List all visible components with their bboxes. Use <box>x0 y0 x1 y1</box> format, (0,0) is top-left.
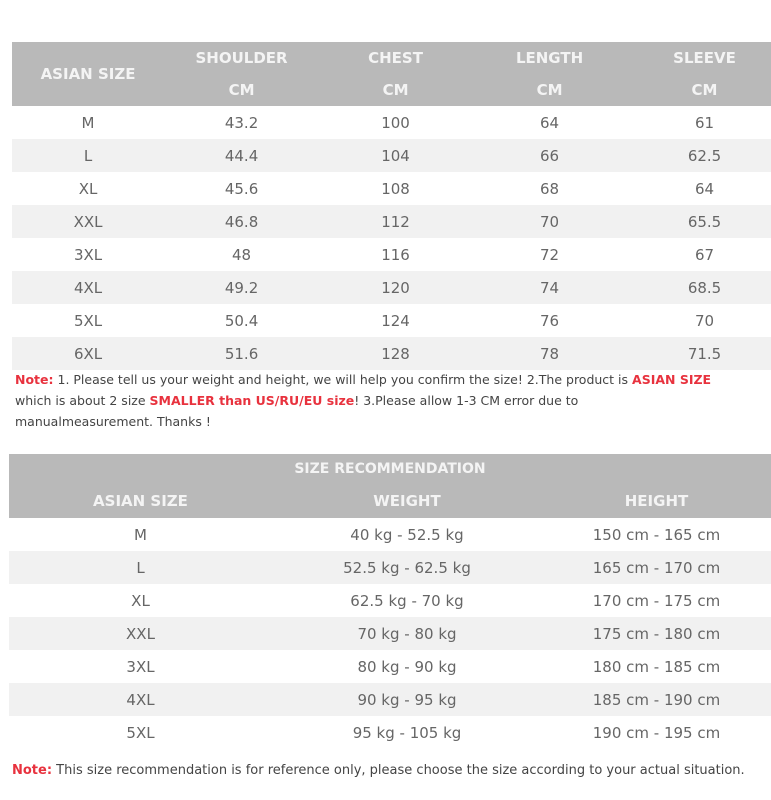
cell-size: M <box>81 113 95 132</box>
cell-sleeve: 67 <box>694 245 715 264</box>
cell-size: 5XL <box>126 723 155 742</box>
table-row <box>9 518 771 551</box>
table-row <box>9 650 771 683</box>
cell-height: 180 cm - 185 cm <box>592 657 721 676</box>
table-row <box>12 304 771 337</box>
table-row <box>9 584 771 617</box>
cell-length: 72 <box>540 245 560 264</box>
cell-length: 68 <box>540 179 560 198</box>
table-row <box>9 683 771 716</box>
table-row <box>12 172 771 205</box>
recommendation-header <box>9 484 771 518</box>
cell-height: 165 cm - 170 cm <box>592 558 721 577</box>
cell-size: XL <box>131 591 150 610</box>
cell-shoulder: 48 <box>232 245 252 264</box>
cell-length: 64 <box>540 113 560 132</box>
table-row <box>12 271 771 304</box>
table-row <box>12 139 771 172</box>
header-chest: CHEST CM <box>368 49 423 99</box>
cell-height: 190 cm - 195 cm <box>592 723 721 742</box>
cell-weight: 52.5 kg - 62.5 kg <box>343 558 471 577</box>
table-row <box>12 106 771 139</box>
recommendation-table-body <box>9 518 771 749</box>
cell-shoulder: 51.6 <box>224 344 259 363</box>
cell-size: 4XL <box>126 690 155 709</box>
cell-shoulder: 49.2 <box>224 278 259 297</box>
cell-length: 74 <box>540 278 560 297</box>
note-measurement: Note: 1. Please tell us your weight and height, we will help you confirm the size! 2.The product is ASIAN SIZE which is about 2 size SMALLER than US/RU/EU size! 3.Please allow 1-3 CM error due to manualmeasurement. Thanks ! <box>15 372 712 429</box>
header-asian-size: ASIAN SIZE <box>93 492 188 510</box>
cell-sleeve: 64 <box>694 179 715 198</box>
header-shoulder: SHOULDER CM <box>195 49 288 99</box>
cell-length: 78 <box>540 344 560 363</box>
cell-shoulder: 43.2 <box>224 113 259 132</box>
table-row <box>9 617 771 650</box>
cell-sleeve: 62.5 <box>687 146 722 165</box>
cell-size: 5XL <box>73 311 103 330</box>
cell-size: 4XL <box>73 278 103 297</box>
cell-size: 3XL <box>73 245 103 264</box>
cell-length: 66 <box>540 146 560 165</box>
cell-size: L <box>83 146 93 165</box>
cell-length: 70 <box>540 212 560 231</box>
cell-chest: 124 <box>381 311 410 330</box>
header-weight: WEIGHT <box>373 492 441 510</box>
table-row <box>12 238 771 271</box>
cell-chest: 128 <box>381 344 410 363</box>
table-row <box>9 716 771 749</box>
size-recommendation-table <box>9 454 771 749</box>
cell-chest: 100 <box>381 113 410 132</box>
recommendation-title: SIZE RECOMMENDATION <box>9 454 771 484</box>
cell-weight: 62.5 kg - 70 kg <box>350 591 464 610</box>
cell-size: 6XL <box>73 344 103 363</box>
table-row <box>12 205 771 238</box>
cell-chest: 120 <box>381 278 410 297</box>
measurement-table-body <box>12 106 771 370</box>
note-recommendation: Note: This size recommendation is for reference only, please choose the size according to your actual situation. <box>12 763 745 778</box>
cell-chest: 116 <box>381 245 410 264</box>
cell-shoulder: 45.6 <box>224 179 259 198</box>
cell-weight: 40 kg - 52.5 kg <box>350 525 464 544</box>
cell-chest: 112 <box>381 212 410 231</box>
cell-sleeve: 68.5 <box>687 278 722 297</box>
table-row <box>9 551 771 584</box>
cell-sleeve: 65.5 <box>687 212 722 231</box>
cell-shoulder: 44.4 <box>224 146 259 165</box>
cell-size: M <box>134 525 147 544</box>
cell-size: XL <box>78 179 98 198</box>
header-asian-size: ASIAN SIZE <box>40 65 136 83</box>
cell-sleeve: 61 <box>694 113 715 132</box>
measurement-table-header <box>12 42 771 106</box>
note-label: Note: <box>12 763 53 778</box>
cell-height: 170 cm - 175 cm <box>592 591 721 610</box>
cell-height: 150 cm - 165 cm <box>592 525 721 544</box>
cell-weight: 80 kg - 90 kg <box>357 657 457 676</box>
cell-size: 3XL <box>126 657 155 676</box>
cell-weight: 90 kg - 95 kg <box>357 690 457 709</box>
cell-chest: 108 <box>381 179 410 198</box>
cell-chest: 104 <box>381 146 410 165</box>
cell-height: 185 cm - 190 cm <box>592 690 721 709</box>
cell-weight: 95 kg - 105 kg <box>352 723 462 742</box>
cell-size: XXL <box>73 212 103 231</box>
cell-shoulder: 50.4 <box>224 311 259 330</box>
header-sleeve: SLEEVE CM <box>673 49 736 99</box>
cell-height: 175 cm - 180 cm <box>592 624 721 643</box>
header-height: HEIGHT <box>624 492 689 510</box>
note-label: Note: <box>15 372 54 387</box>
cell-sleeve: 71.5 <box>687 344 722 363</box>
cell-weight: 70 kg - 80 kg <box>357 624 457 643</box>
cell-size: XXL <box>126 624 155 643</box>
header-length: LENGTH CM <box>515 49 584 99</box>
cell-length: 76 <box>540 311 560 330</box>
table-row <box>12 337 771 370</box>
cell-sleeve: 70 <box>694 311 715 330</box>
measurement-table <box>12 42 771 370</box>
cell-shoulder: 46.8 <box>224 212 259 231</box>
cell-size: L <box>136 558 145 577</box>
